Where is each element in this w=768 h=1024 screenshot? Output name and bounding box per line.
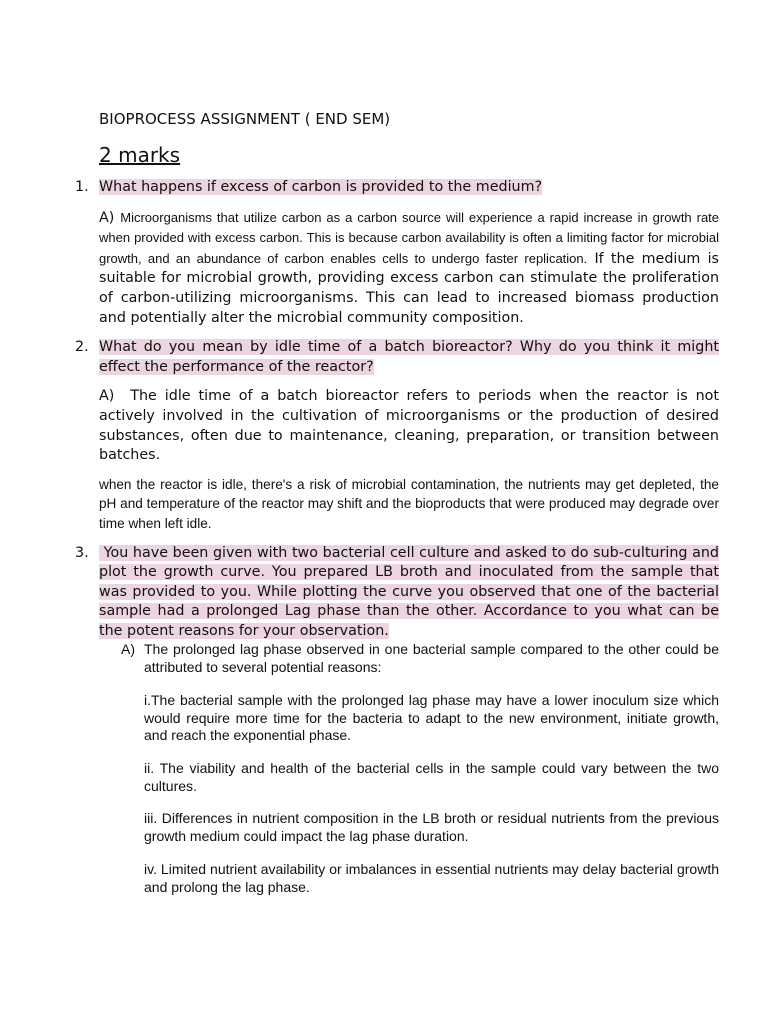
question-3-text: You have been given with two bacterial cell culture and asked to do sub-culturing and plot the growth curve. You prepared LB broth and inoculated from the sample that was provided to you. While plotting the curve you observed that one of the bacterial sample had a prolonged Lag phase than the other. Accordance to you what can be the potent reasons for your observation.	[99, 544, 719, 639]
question-1	[75, 178, 719, 198]
answer-label: A)	[99, 209, 115, 226]
question-number: 2.	[75, 339, 89, 356]
answer-3-point: iii. Differences in nutrient composition in the LB broth or residual nutrients from the previous growth medium could impact the lag phase duration.	[144, 810, 719, 845]
answer-2	[99, 387, 719, 465]
answer-3-point: i.The bacterial sample with the prolonged lag phase may have a lower inoculum size which would require more time for the bacteria to adapt to the new environment, initiate growth, and reach the exponential phase.	[144, 691, 719, 744]
document-title: BIOPROCESS ASSIGNMENT ( END SEM)	[99, 110, 391, 128]
question-text: What happens if excess of carbon is provided to the medium?	[99, 179, 543, 195]
question-2-block	[75, 338, 719, 533]
answer-2-lead: when the reactor is idle	[99, 476, 244, 492]
answer-1	[99, 208, 719, 329]
answer-2-text: The idle time of a batch bioreactor refers to periods when the reactor is not actively involved in the cultivation of microorganisms or the production of desired substances, often due to maintenance, cleaning, preparation, or transition between batches.	[99, 388, 719, 464]
question-text	[99, 545, 719, 639]
answer-3	[121, 641, 719, 896]
answer-3-intro: The prolonged lag phase observed in one bacterial sample compared to the other could be attributed to several potential reasons:	[144, 641, 719, 676]
answer-3-point: iv. Limited nutrient availability or imbalances in essential nutrients may delay bacterial growth and prolong the lag phase.	[144, 860, 719, 895]
question-1-block	[75, 178, 720, 328]
question-number: 1.	[75, 179, 89, 195]
question-3	[75, 544, 719, 642]
answer-1-part-a: Microorganisms that utilize carbon as a carbon source will experience a rapid increase in growth rate when provided with excess carbon. This is because carbon availability is often a limiting factor for microbial growth, and an abundance of carbon enables cells to undergo faster replication.	[99, 209, 720, 266]
answer-2-rest: , there's a risk of microbial contamination, the nutrients may get depleted, the pH and temperature of the reactor may shift and the bioproducts that were produced may degrade over time when left idle.	[99, 476, 719, 531]
marks-heading: 2 marks	[99, 143, 181, 167]
answer-label: A)	[121, 641, 135, 658]
question-3-block	[75, 544, 719, 897]
answer-1-part-b: If the medium is suitable for microbial growth, providing excess carbon can stimulate the proliferation of carbon-utilizing microorganisms. This can lead to increased biomass production and potentially alter the microbial community composition.	[99, 250, 719, 326]
question-number: 3.	[75, 544, 89, 561]
question-2	[75, 338, 719, 377]
answer-label: A)	[99, 388, 115, 405]
question-text: What do you mean by idle time of a batch bioreactor? Why do you think it might effect the performance of the reactor?	[99, 339, 719, 375]
answer-3-point: ii. The viability and health of the bacterial cells in the sample could vary between the two cultures.	[144, 759, 719, 794]
answer-2-continued	[99, 475, 719, 534]
document-body	[75, 108, 720, 911]
